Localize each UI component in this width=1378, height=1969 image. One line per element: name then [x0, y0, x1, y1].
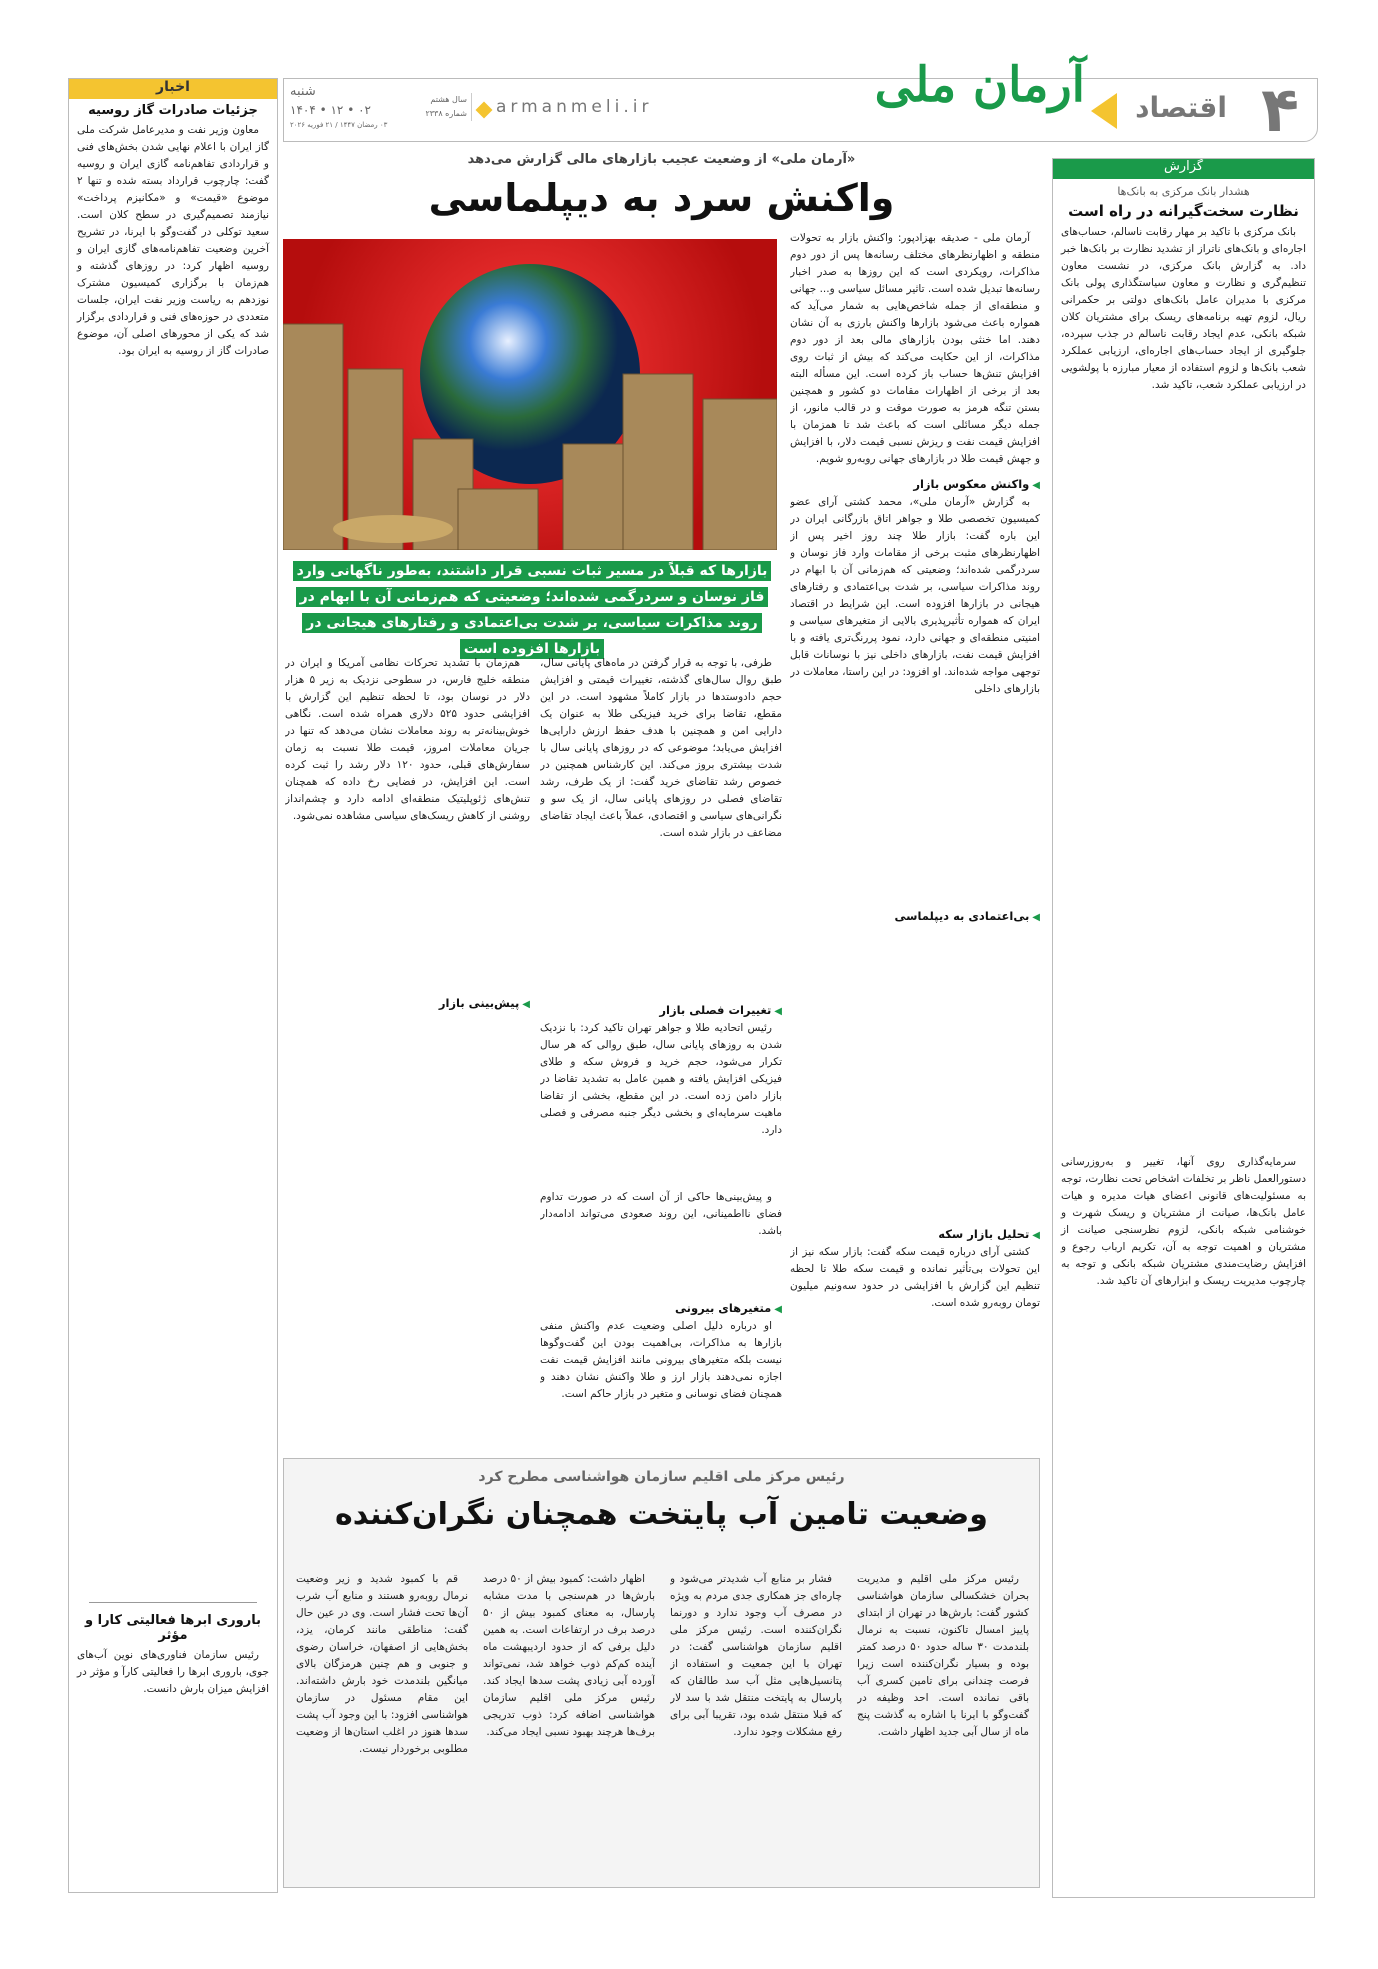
triangle-icon: ◀: [522, 999, 530, 1010]
article-column-3: [285, 655, 530, 1455]
water-kicker: رئیس مرکز ملی اقلیم سازمان هواشناسی مطرح کرد: [478, 1469, 845, 1485]
subheading: ◀تحلیل بازار سکه: [938, 1227, 1040, 1241]
section-title: اقتصاد: [1135, 91, 1227, 124]
triangle-icon: ◀: [1032, 1230, 1040, 1241]
water-headline: وضعیت تامین آب پایتخت همچنان نگران‌کننده: [335, 1497, 988, 1532]
triangle-icon: ◀: [774, 1006, 782, 1017]
paragraph: و پیش‌بینی‌ها حاکی از آن است که در صورت تداوم فضای نااطمینانی، این روند صعودی می‌تواند ادامه‌دار باشد.: [540, 1191, 782, 1237]
newspaper-logo: آرمان ملی: [874, 57, 1085, 113]
date-persian: ۱۴۰۴ • ۱۲ • ۰۲: [290, 103, 371, 117]
paragraph: هم‌زمان با تشدید تحرکات نظامی آمریکا و ایران در منطقه خلیج فارس، در سطوحی نزدیک به زیر ۵ هزار دلار در نوسان بود، تا لحظه تنظیم این گزارش با افزایشی حدود ۵۲۵ دلاری همراه شده است. نگاهی خوش‌بینانه‌تر به روند معاملات نشان می‌دهد که تنها در جریان معاملات امروز، قیمت طلا نسبت به زمان سفارش‌های قبلی، حدود ۱۲۰ دلار رشد را ثبت کرده است. این افزایش، در فضایی رخ داده که همچنان تنش‌های ژئوپلیتیک منطقه‌ای ادامه دارد و چشم‌انداز روشنی از کاهش ریسک‌های سیاسی مشاهده نمی‌شود.: [285, 657, 530, 822]
subheading: ◀واکنش معکوس بازار: [913, 477, 1040, 491]
pull-quote: بازارها که قبلاً در مسیر ثبات نسبی قرار داشتند، به‌طور ناگهانی وارد فاز نوسان و سردرگمی شده‌اند؛ وضعیتی که هم‌زمانی آن با ابهام در روند مذاکرات سیاسی، بر شدت بی‌اعتمادی و رفتارهای هیجانی در بازارها افزوده است: [287, 558, 777, 662]
report-title: نظارت سخت‌گیرانه در راه است: [1068, 202, 1299, 220]
paragraph: طرفی، با توجه به قرار گرفتن در ماه‌های پایانی سال، طبق روال سال‌های گذشته، تغییرات قیمتی و افزایش حجم دادوستدها در بازار کاملاً مشهود است. در این مقطع، تقاضا برای خرید فیزیکی طلا به عنوان یک دارایی امن و همچنین با هدف حفظ ارزش دارایی‌ها افزایش می‌یابد؛ موضوعی که در روزهای پایانی سال با شدت بیشتری بروز می‌کند. این کارشناس همچنین در خصوص رشد تقاضای خرید گفت: از یک طرف، رشد تقاضای فصلی در روزهای پایانی سال، از یک سو و نگرانی‌های سیاسی و اقتصادی، عملاً باعث ایجاد تقاضای مضاعف در بازار شده است.: [540, 657, 782, 839]
subheading: ◀متغیرهای بیرونی: [675, 1301, 782, 1315]
paragraph: معاون وزیر نفت و مدیرعامل شرکت ملی گاز ایران با اعلام نهایی شدن بخش‌های فنی و قراردادی تفاهم‌نامه گازی ایران و روسیه گفت: چارچوب قرارداد بسته شده و تنها ۲ موضوع «قیمت» و «مکانیزم پرداخت» نیازمند تصمیم‌گیری در سطح کلان است. سعید توکلی در گفت‌وگو با ایرنا، در تشریح آخرین وضعیت تفاهم‌نامه‌های گازی ایران و روسیه اظهار کرد: در روزهای گذشته و هم‌زمان با برگزاری کمیسیون مشترک نوزدهم به ریاست وزیر نفت ایران، جلسات متعددی در حوزه‌های فنی و قراردادی برگزار شد که یکی از محورهای اصلی آن، موضوع صادرات گاز از روسیه به ایران بود.: [77, 124, 269, 357]
paragraph: رئیس سازمان فناوری‌های نوین آب‌های جوی، باروری ابرها را فعالیتی کارآ و مؤثر در افزایش میزان بارش دانست.: [77, 1649, 269, 1695]
issue-number: شماره ۲۳۳۸: [425, 109, 467, 118]
paragraph: رئیس اتحادیه طلا و جواهر تهران تاکید کرد: با نزدیک شدن به روزهای پایانی سال، طبق روالی که هر سال تکرار می‌شود، حجم خرید و فروش سکه و طلای فیزیکی افزایش یافته و همین عامل به تشدید تقاضا در بازار دامن زده است. در این مقطع، بخشی از تقاضا ماهیت سرمایه‌ای و بخشی دیگر جنبه مصرفی و فصلی دارد.: [540, 1022, 782, 1136]
subheading: ◀تغییرات فصلی بازار: [659, 1003, 782, 1017]
news-label: اخبار: [69, 79, 277, 99]
paragraph: کشتی آرای درباره قیمت سکه گفت: بازار سکه نیز از این تحولات بی‌تأثیر نمانده و قیمت سکه طلا تا لحظه تنظیم این گزارش با افزایشی در حدود سه‌ونیم میلیون تومان روبه‌رو شده است.: [790, 1246, 1040, 1309]
globe-coins-photo: [283, 239, 777, 550]
water-article-box: [283, 1458, 1040, 1888]
water-column: رئیس مرکز ملی اقلیم و مدیریت بحران خشکسالی سازمان هواشناسی کشور گفت: بارش‌ها در تهران از ابتدای پاییز امسال تاکنون، نسبت به نرمال بلندمدت ۳۰ ساله حدود ۵۰ درصد کمتر بوده و بسیار نگران‌کننده است زیرا فرصت چندانی برای تامین کسری آب باقی نمانده است. احد وظیفه در گفت‌وگو با ایرنا با اشاره به گذشت پنج ماه از سال آبی جدید اظهار داشت.: [857, 1573, 1029, 1738]
triangle-icon: ◀: [1032, 912, 1040, 923]
subheading: ◀بی‌اعتمادی به دیپلماسی: [894, 909, 1040, 923]
subheading: ◀پیش‌بینی بازار: [438, 996, 530, 1010]
article-column-1: [790, 230, 1040, 1455]
website-link[interactable]: armanmeli.ir: [496, 97, 653, 117]
article-title: باروری ابرها فعالیتی کارا و مؤثر: [85, 1613, 261, 1643]
report-body: [1053, 224, 1314, 1290]
report-label: گزارش: [1053, 159, 1314, 179]
article-body: [69, 122, 277, 1592]
page-number: ۴: [1261, 73, 1299, 146]
water-column: فشار بر منابع آب شدیدتر می‌شود و چاره‌ای جز همکاری جدی مردم به ویژه در مصرف آب وجود ندارد و دورنما نگران‌کننده است. رئیس مرکز ملی اقلیم سازمان هواشناسی گفت: در تهران با این جمعیت و استفاده از پتانسیل‌هایی مثل آب سد طالقان که پارسال به پایتخت منتقل شد با سد لار که قبلا منتقل شده بود، تقریبا آبی برای رفع مشکلات وجود ندارد.: [670, 1573, 842, 1738]
divider: [89, 1602, 257, 1603]
news-column: [68, 78, 278, 1893]
water-column: اظهار داشت: کمبود بیش از ۵۰ درصد بارش‌ها در هم‌سنجی با مدت مشابه پارسال، به معنای کمبود بیش از ۵۰ درصد برف در ارتفاعات است. به همین دلیل برفی که از حدود اردیبهشت ماه آینده کم‌کم ذوب خواهد شد، نمی‌تواند آورده آبی زیادی پشت سدها ایجاد کند. رئیس مرکز ملی اقلیم سازمان هواشناسی اضافه کرد: ذوب تدریجی برف‌ها هرچند بهبود نسبی ایجاد می‌کند.: [483, 1573, 655, 1738]
report-column: [1052, 158, 1315, 1898]
article-body: [69, 1647, 277, 1698]
article-headline: واکنش سرد به دیپلماسی: [428, 176, 895, 220]
article-kicker: «آرمان ملی» از وضعیت عجیب بازارهای مالی گزارش می‌دهد: [467, 152, 856, 167]
article-column-2: [540, 655, 782, 1455]
report-kicker: هشدار بانک مرکزی به بانک‌ها: [1117, 185, 1250, 198]
issue-info: [416, 93, 472, 121]
paragraph: آرمان ملی - صدیقه بهزادپور: واکنش بازار به تحولات منطقه و اظهارنظرهای مختلف رسانه‌ها پس از دور دوم مذاکرات، رویکردی است که این روزها به صدر اخبار رسانه‌ها تبدیل شده است. تاثیر مسائل سیاسی و... جهانی و منطقه‌ای از جمله شاخص‌هایی به شمار می‌آید که همواره باعث می‌شود بازارها واکنش بارزی به آن نشان دهند. اما خنثی بودن بازارهای مالی بعد از دور دوم مذاکرات، از این حکایت می‌کند که بیش از ثبات روی افزایش تنش‌ها حساب باز کرده است. این مسأله البته بعد از برخی از اظهارات مقامات دو کشور و همچنین بستن تنگه هرمز به صورت موقت و در قالب مانور، از جمله دیگر مسائلی است که باعث شد تا همزمان با افزایش قیمت نفت و ریزش نسبی قیمت دلار، با افزایش و جهش قیمت طلا در بازارهای جهانی روبه‌رو شویم.: [790, 232, 1040, 465]
paragraph: به گزارش «آرمان ملی»، محمد کشتی آرای عضو کمیسیون تخصصی طلا و جواهر اتاق بازرگانی ایران در این باره گفت: بازار طلا چند روز اخیر پس از اظهارنظرهای مثبت برخی از مقامات وارد فاز نوسان و سردرگمی شده‌اند؛ وضعیتی که هم‌زمانی آن با ابهام در روند مذاکرات سیاسی، بر شدت بی‌اعتمادی و رفتارهای هیجانی در بازارها افزوده است. این شرایط در اقتصاد ایران که همواره تأثیرپذیری بالایی از متغیرهای سیاسی و امنیتی منطقه‌ای و جهانی دارد، نمود پررنگ‌تری یافته و با افزایش قیمت نفت، بازارهای داخلی نیز با نوسانات قابل توجهی مواجه شده‌اند. او افزود: در این راستا، معاملات در بازارهای داخلی: [790, 496, 1040, 695]
triangle-icon: ◀: [774, 1304, 782, 1315]
logo-arrow-icon: [1091, 93, 1117, 129]
paragraph: سرمایه‌گذاری روی آنها، تغییر و به‌روزرسانی دستورالعمل ناظر بر تخلفات اشخاص تحت نظارت، توجه به مسئولیت‌های قانونی اعضای هیات مدیره و هیات عامل بانک‌ها، صیانت از مشتریان و ریسک شهرت و خوشنامی شبکه بانکی، لزوم نظرسنجی صیانت از مشتریان و اهمیت توجه به آن، تکریم ارباب رجوع و افزایش رضایت‌مندی مشتریان شبکه بانکی و توجه به چارچوب مدیریت ریسک و ابزارهای آن تاکید شد.: [1061, 1156, 1306, 1287]
article-title: جزئیات صادرات گاز روسیه: [88, 103, 258, 118]
triangle-icon: ◀: [1032, 480, 1040, 491]
water-column: قم با کمبود شدید و زیر وضعیت نرمال روبه‌رو هستند و منابع آب شرب آن‌ها تحت فشار است. وی در عین حال گفت: مناطقی مانند کرمان، یزد، بخش‌هایی از اصفهان، خراسان رضوی و جنوبی و هم چنین هرمزگان بالای میانگین بلندمدت خود بارش داشته‌اند. این مقام مسئول در سازمان هواشناسی افزود: با این وجود آب پشت سدها هنوز در اغلب استان‌ها از وضعیت مطلوبی برخوردار نیست.: [296, 1573, 468, 1755]
weekday: شنبه: [290, 84, 316, 99]
year-label: سال هشتم: [430, 95, 467, 104]
date-block: [290, 83, 410, 131]
paragraph: بانک مرکزی با تاکید بر مهار رقابت ناسالم، حساب‌های اجاره‌ای و بانک‌های ناتراز از تشدید نظارت بر بانک‌ها خبر داد. به گزارش بانک مرکزی، در نشست معاون تنظیم‌گری و نظارت و معاون سیاستگذاری پولی بانک مرکزی با مدیران عامل بانک‌های دولتی بر حکمرانی ریال، لزوم تهیه برنامه‌های ریسک برای مشتریان کلان شبکه بانکی، عدم ایجاد رقابت ناسالم در جذب سپرده، جلوگیری از ایجاد حساب‌های اجاره‌ای، ارزیابی عملکرد شعب بانک‌ها و لزوم استفاده از معیار مبارزه با پولشویی در ارزیابی عملکرد شعب، تاکید شد.: [1061, 226, 1306, 391]
date-other: ۰۳ رمضان ۱۴۴۷ / ۲۱ فوریه ۲۰۲۶: [290, 121, 388, 129]
paragraph: او درباره دلیل اصلی وضعیت عدم واکنش منفی بازارها به مذاکرات، بی‌اهمیت بودن این گفت‌وگوها نیست بلکه متغیرهای بیرونی مانند افزایش قیمت نفت اجازه نمی‌دهند بازار ارز و طلا واکنش نشان دهند و همچنان فضای نوسانی و متغیر در بازار حاکم است.: [540, 1320, 782, 1400]
masthead: [283, 57, 1318, 146]
diamond-icon: [476, 102, 493, 119]
globe-illustration: [283, 239, 777, 550]
